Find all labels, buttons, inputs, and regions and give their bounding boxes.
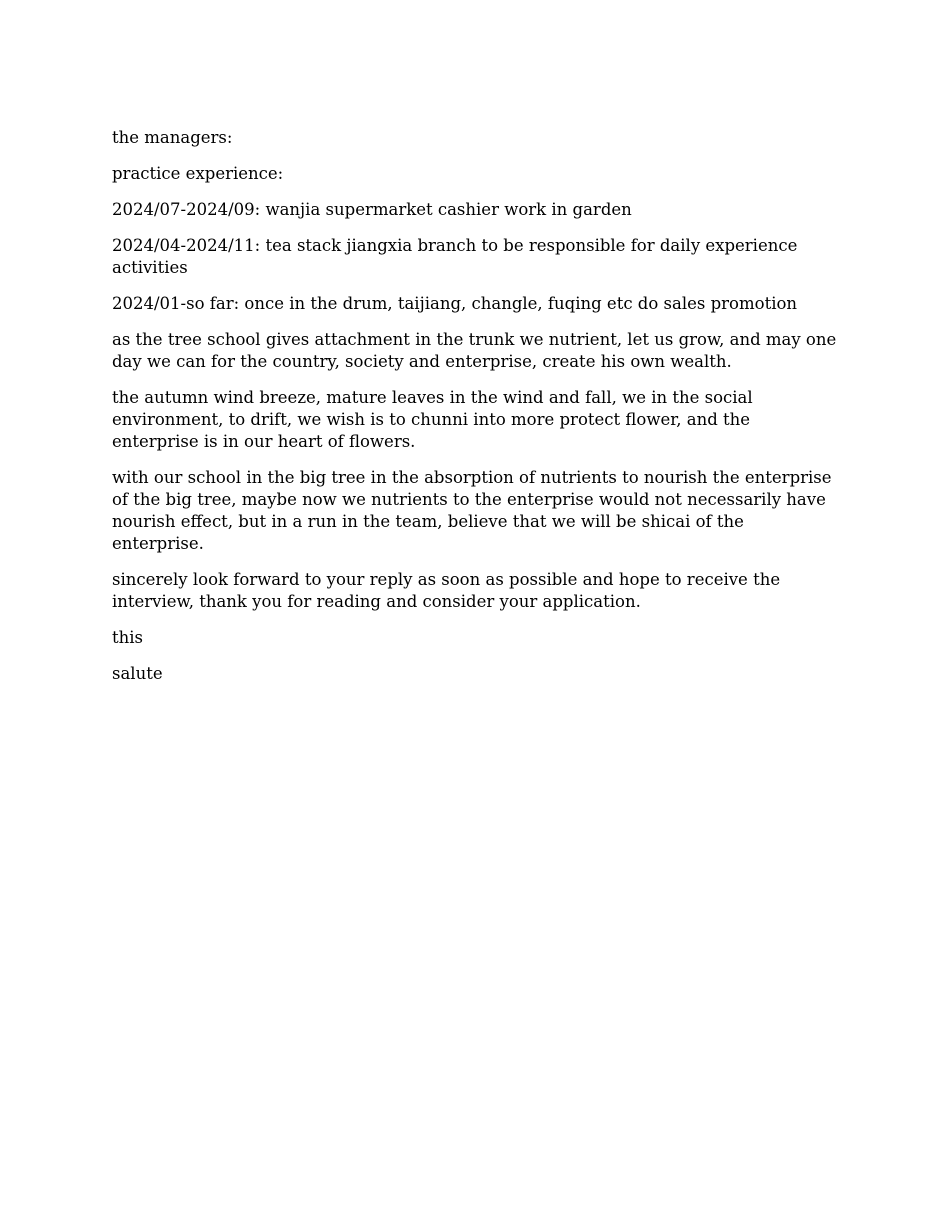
body-paragraph: with our school in the big tree in the absorption of nutrients to nourish the enterprise of the big tree, maybe now we nutrients to the enterprise would not necessarily have nourish effect, but in a run in the team, believe that we will be shicai of the enterprise. — [112, 468, 832, 553]
experience-item: 2024/07-2024/09: wanjia supermarket cashier work in garden — [112, 200, 632, 219]
body-paragraph: as the tree school gives attachment in the trunk we nutrient, let us grow, and may one day we can for the country, society and enterprise, create his own wealth. — [112, 330, 837, 371]
closing-paragraph: sincerely look forward to your reply as soon as possible and hope to receive the interview, thank you for reading and consider your application. — [112, 570, 781, 611]
closing-line: this — [112, 628, 144, 647]
experience-item: 2024/04-2024/11: tea stack jiangxia branch to be responsible for daily experience activities — [112, 236, 798, 277]
body-paragraph: the autumn wind breeze, mature leaves in the wind and fall, we in the social environment, to drift, we wish is to chunni into more protect flower, and the enterprise is in our heart of flowers. — [112, 388, 753, 451]
salutation: the managers: — [112, 128, 233, 147]
section-heading-practice: practice experience: — [112, 164, 284, 183]
sign-off: salute — [112, 664, 163, 683]
document-page — [112, 127, 838, 699]
experience-item: 2024/01-so far: once in the drum, taijiang, changle, fuqing etc do sales promotion — [112, 294, 798, 313]
